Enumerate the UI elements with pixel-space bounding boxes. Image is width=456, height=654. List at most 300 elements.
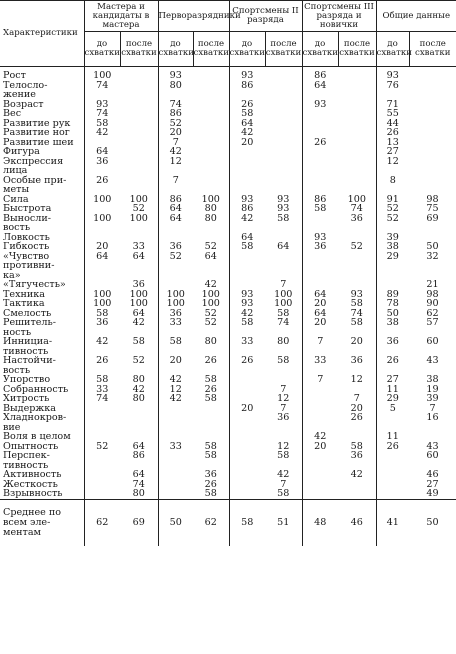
value-cell (193, 100, 229, 110)
value-cell: 42 (338, 470, 376, 480)
value-cell: 64 (96, 250, 109, 262)
value-cell (193, 109, 229, 119)
group-header-overall: Общие данные (376, 1, 456, 32)
value-cell: 52 (169, 117, 182, 129)
value-cell: 36 (169, 241, 182, 252)
value-cell: 7 (265, 480, 302, 490)
value-cell (338, 271, 376, 281)
value-cell: 58 (193, 375, 229, 385)
value-cell (338, 261, 376, 271)
value-cell: 58 (193, 489, 229, 499)
row-label: «Чувство (0, 252, 84, 262)
value-cell (376, 461, 409, 471)
value-cell (193, 81, 229, 91)
value-cell (193, 138, 229, 148)
row-label: Выносли- (0, 214, 84, 224)
value-cell: 12 (169, 383, 182, 395)
value-cell: 80 (120, 375, 158, 385)
value-cell: 42 (169, 393, 182, 404)
value-cell: 26 (386, 127, 399, 138)
value-cell (193, 71, 229, 81)
value-cell: 58 (265, 214, 302, 224)
value-cell (229, 413, 265, 423)
value-cell (376, 261, 409, 271)
total-cell: 50 (158, 499, 193, 546)
value-cell: 93 (386, 70, 399, 81)
value-cell: 58 (241, 108, 254, 119)
row-label: Гибкость (0, 242, 84, 252)
value-cell: 36 (120, 280, 158, 290)
table-row (0, 394, 456, 404)
table-row (0, 470, 456, 480)
value-cell (229, 385, 265, 395)
row-label: Иннициа- (0, 337, 84, 347)
value-cell: 46 (426, 469, 439, 480)
value-cell: 52 (120, 204, 158, 214)
value-cell: 74 (169, 98, 182, 110)
value-cell: 27 (386, 374, 399, 385)
value-cell (302, 413, 338, 423)
value-cell (409, 109, 456, 119)
value-cell (84, 271, 120, 281)
value-cell (84, 470, 120, 480)
value-cell: 100 (193, 290, 229, 300)
group-header-masters: Мастера и кандидаты в мастера (84, 1, 158, 32)
value-cell (302, 157, 338, 167)
table-row (0, 480, 456, 490)
table-row (0, 442, 456, 452)
value-cell (158, 451, 193, 461)
row-label: Развитие шеи (0, 138, 84, 148)
value-cell (302, 109, 338, 119)
value-cell: 93 (96, 98, 109, 110)
value-cell (265, 100, 302, 110)
value-cell (229, 489, 265, 499)
row-label: Решитель- (0, 318, 84, 328)
total-cell: 62 (193, 499, 229, 546)
value-cell (229, 261, 265, 271)
value-cell: 7 (429, 402, 436, 414)
row-label: тивность (0, 461, 84, 471)
value-cell (338, 166, 376, 176)
value-cell: 20 (314, 317, 327, 328)
row-label: вость (0, 366, 84, 376)
row-label: лица (0, 166, 84, 176)
value-cell (193, 90, 229, 100)
totals-label-line: Среднее по (3, 506, 62, 518)
value-cell: 33 (120, 242, 158, 252)
value-cell: 7 (172, 136, 179, 148)
after-header: после схватки (193, 32, 229, 67)
value-cell (302, 147, 338, 157)
value-cell: 64 (120, 252, 158, 262)
value-cell: 42 (314, 431, 327, 442)
value-cell (265, 252, 302, 262)
value-cell: 86 (120, 451, 158, 461)
table-row (0, 252, 456, 262)
value-cell: 100 (120, 195, 158, 205)
row-label: ка» (0, 271, 84, 281)
value-cell (409, 176, 456, 186)
value-cell (338, 128, 376, 138)
value-cell: 42 (120, 318, 158, 328)
value-cell (338, 223, 376, 233)
value-cell: 100 (93, 298, 112, 309)
value-cell (376, 451, 409, 461)
value-cell: 42 (96, 127, 109, 138)
value-cell (265, 138, 302, 148)
value-cell (193, 119, 229, 129)
value-cell: 58 (265, 356, 302, 366)
value-cell (229, 451, 265, 461)
total-cell: 58 (229, 499, 265, 546)
value-cell: 42 (241, 127, 254, 138)
row-label: Телосло- (0, 81, 84, 91)
value-cell: 80 (169, 79, 182, 91)
value-cell: 36 (386, 336, 399, 347)
value-cell (376, 480, 409, 490)
value-cell: 20 (338, 404, 376, 414)
total-cell: 41 (376, 499, 409, 546)
value-cell: 36 (338, 356, 376, 366)
value-cell: 86 (314, 193, 327, 205)
value-cell (409, 147, 456, 157)
value-cell: 58 (96, 307, 109, 319)
value-cell: 52 (386, 203, 399, 214)
value-cell (229, 157, 265, 167)
value-cell (409, 81, 456, 91)
value-cell (158, 470, 193, 480)
value-cell: 36 (338, 451, 376, 461)
value-cell (229, 375, 265, 385)
value-cell (120, 128, 158, 138)
value-cell: 100 (193, 195, 229, 205)
value-cell (229, 432, 265, 442)
value-cell (302, 470, 338, 480)
value-cell: 100 (120, 214, 158, 224)
value-cell: 52 (169, 250, 182, 262)
value-cell (158, 404, 193, 414)
value-cell: 64 (96, 146, 109, 157)
value-cell: 93 (265, 195, 302, 205)
value-cell: 32 (426, 250, 439, 262)
value-cell (302, 166, 338, 176)
row-label: Смелость (0, 309, 84, 319)
value-cell: 64 (169, 203, 182, 214)
value-cell (229, 166, 265, 176)
after-header: после схватки (120, 32, 158, 67)
row-label: Активность (0, 470, 84, 480)
value-cell: 55 (386, 108, 399, 119)
value-cell (302, 271, 338, 281)
value-cell: 52 (96, 440, 109, 452)
row-label: Настойчи- (0, 356, 84, 366)
row-label: Тактика (0, 299, 84, 309)
value-cell: 26 (386, 355, 399, 366)
table-body (0, 67, 456, 500)
total-cell: 51 (265, 499, 302, 546)
row-label: Собранность (0, 385, 84, 395)
value-cell (265, 81, 302, 91)
value-cell (338, 100, 376, 110)
value-cell (265, 366, 302, 376)
value-cell: 86 (169, 108, 182, 119)
value-cell (338, 489, 376, 499)
table-row (0, 214, 456, 224)
value-cell: 86 (169, 193, 182, 205)
before-header: до схватки (302, 32, 338, 67)
row-label: Выдержка (0, 404, 84, 414)
value-cell: 58 (120, 337, 158, 347)
value-cell: 75 (426, 203, 439, 214)
value-cell (193, 261, 229, 271)
value-cell (338, 252, 376, 262)
row-label: ность (0, 328, 84, 338)
value-cell (409, 90, 456, 100)
row-label: Упорство (0, 375, 84, 385)
before-header: до схватки (229, 32, 265, 67)
value-cell: 86 (241, 203, 254, 214)
value-cell: 58 (265, 451, 302, 461)
value-cell: 74 (338, 309, 376, 319)
value-cell (338, 147, 376, 157)
total-cell: 62 (84, 499, 120, 546)
row-label: Ловкость (0, 233, 84, 243)
value-cell (84, 404, 120, 414)
row-label: Фигура (0, 147, 84, 157)
value-cell: 43 (426, 440, 439, 452)
value-cell: 50 (426, 241, 439, 252)
value-cell: 26 (314, 136, 327, 148)
value-cell: 93 (314, 98, 327, 110)
value-cell: 33 (96, 383, 109, 395)
value-cell: 58 (193, 394, 229, 404)
value-cell (120, 119, 158, 129)
value-cell (265, 423, 302, 433)
value-cell: 42 (193, 280, 229, 290)
value-cell (193, 223, 229, 233)
row-label: Возраст (0, 100, 84, 110)
value-cell: 13 (386, 136, 399, 148)
before-header: до схватки (158, 32, 193, 67)
value-cell: 86 (241, 79, 254, 91)
value-cell: 93 (338, 290, 376, 300)
row-label: Сила (0, 195, 84, 205)
value-cell: 80 (120, 394, 158, 404)
value-cell: 80 (193, 204, 229, 214)
table-row (0, 337, 456, 347)
value-cell (193, 147, 229, 157)
value-cell (84, 480, 120, 490)
value-cell (84, 451, 120, 461)
value-cell: 80 (120, 489, 158, 499)
group-header-third-class: Спортсмены III разряда и новички (302, 1, 376, 32)
value-cell: 33 (241, 336, 254, 347)
value-cell: 33 (169, 440, 182, 452)
value-cell (158, 413, 193, 423)
value-cell: 52 (120, 356, 158, 366)
totals-label-line: ментам (3, 526, 42, 538)
value-cell: 64 (314, 307, 327, 319)
row-label: Быстрота (0, 204, 84, 214)
value-cell (265, 261, 302, 271)
value-cell (158, 480, 193, 490)
value-cell: 12 (386, 155, 399, 167)
value-cell: 100 (93, 288, 112, 300)
table-row (0, 81, 456, 91)
value-cell (265, 166, 302, 176)
row-label: Жесткость (0, 480, 84, 490)
value-cell (229, 252, 265, 262)
value-cell: 100 (338, 195, 376, 205)
table-row (0, 451, 456, 461)
row-label: Развитие рук (0, 119, 84, 129)
value-cell: 58 (96, 117, 109, 129)
value-cell: 64 (120, 309, 158, 319)
value-cell (409, 128, 456, 138)
value-cell: 62 (426, 307, 439, 319)
table-row (0, 489, 456, 499)
value-cell (84, 261, 120, 271)
row-label: Особые при- (0, 176, 84, 186)
value-cell: 42 (241, 307, 254, 319)
row-label: Перспек- (0, 451, 84, 461)
value-cell (409, 166, 456, 176)
value-cell (158, 271, 193, 281)
row-label: Рост (0, 71, 84, 81)
table-row (0, 318, 456, 328)
value-cell: 74 (96, 393, 109, 404)
value-cell: 98 (426, 193, 439, 205)
value-cell: 74 (96, 79, 109, 91)
value-cell: 100 (166, 298, 185, 309)
value-cell: 44 (386, 117, 399, 129)
value-cell (376, 413, 409, 423)
row-label: «Тягучесть» (0, 280, 84, 290)
value-cell: 33 (314, 355, 327, 366)
value-cell: 12 (338, 375, 376, 385)
after-header: после схватки (338, 32, 376, 67)
value-cell (120, 71, 158, 81)
value-cell: 11 (386, 383, 399, 395)
value-cell (302, 385, 338, 395)
value-cell (193, 423, 229, 433)
value-cell: 64 (120, 442, 158, 452)
value-cell: 42 (169, 374, 182, 385)
value-cell (120, 90, 158, 100)
value-cell (229, 176, 265, 186)
value-cell: 58 (338, 318, 376, 328)
value-cell: 49 (426, 488, 439, 499)
value-cell: 36 (96, 317, 109, 328)
value-cell: 74 (96, 108, 109, 119)
characteristics-header: Характеристики (0, 1, 84, 67)
value-cell (265, 128, 302, 138)
value-cell (376, 470, 409, 480)
value-cell: 80 (193, 337, 229, 347)
value-cell: 26 (241, 355, 254, 366)
value-cell: 7 (317, 336, 324, 347)
value-cell (84, 423, 120, 433)
table-row (0, 404, 456, 414)
value-cell: 58 (241, 241, 254, 252)
value-cell (265, 90, 302, 100)
value-cell: 36 (96, 155, 109, 167)
value-cell: 58 (314, 203, 327, 214)
value-cell (193, 404, 229, 414)
table-row (0, 157, 456, 167)
value-cell: 42 (265, 470, 302, 480)
value-cell (193, 157, 229, 167)
value-cell: 11 (386, 431, 399, 442)
value-cell (409, 423, 456, 433)
value-cell: 78 (386, 298, 399, 309)
value-cell (338, 480, 376, 490)
value-cell: 20 (338, 337, 376, 347)
value-cell: 89 (386, 288, 399, 300)
value-cell: 21 (426, 279, 439, 290)
value-cell (338, 119, 376, 129)
value-cell: 58 (96, 374, 109, 385)
value-cell (265, 71, 302, 81)
value-cell: 58 (169, 336, 182, 347)
value-cell: 20 (241, 402, 254, 414)
value-cell: 26 (96, 174, 109, 186)
total-cell: 50 (409, 499, 456, 546)
value-cell (120, 100, 158, 110)
value-cell (229, 271, 265, 281)
value-cell: 100 (166, 288, 185, 300)
value-cell: 7 (317, 374, 324, 385)
value-cell: 58 (193, 451, 229, 461)
value-cell: 93 (241, 70, 254, 81)
value-cell: 38 (426, 374, 439, 385)
value-cell (265, 223, 302, 233)
value-cell (338, 423, 376, 433)
row-label: Техника (0, 290, 84, 300)
table-row (0, 413, 456, 423)
value-cell (229, 470, 265, 480)
value-cell: 43 (426, 355, 439, 366)
value-cell (229, 366, 265, 376)
value-cell: 20 (314, 440, 327, 452)
value-cell: 100 (93, 70, 112, 81)
value-cell (120, 176, 158, 186)
value-cell: 7 (338, 394, 376, 404)
value-cell: 64 (265, 242, 302, 252)
value-cell (302, 461, 338, 471)
value-cell (120, 223, 158, 233)
value-cell: 27 (386, 146, 399, 157)
row-label: Хитрость (0, 394, 84, 404)
value-cell (158, 223, 193, 233)
value-cell: 27 (426, 478, 439, 490)
value-cell: 52 (386, 212, 399, 224)
value-cell (120, 166, 158, 176)
row-label: жение (0, 90, 84, 100)
value-cell (302, 404, 338, 414)
value-cell (265, 109, 302, 119)
value-cell: 20 (169, 127, 182, 138)
value-cell (302, 451, 338, 461)
value-cell: 39 (426, 393, 439, 404)
value-cell: 52 (193, 318, 229, 328)
value-cell (302, 261, 338, 271)
value-cell: 36 (338, 214, 376, 224)
after-header: после схватки (265, 32, 302, 67)
value-cell: 5 (389, 402, 396, 414)
value-cell: 26 (386, 440, 399, 452)
